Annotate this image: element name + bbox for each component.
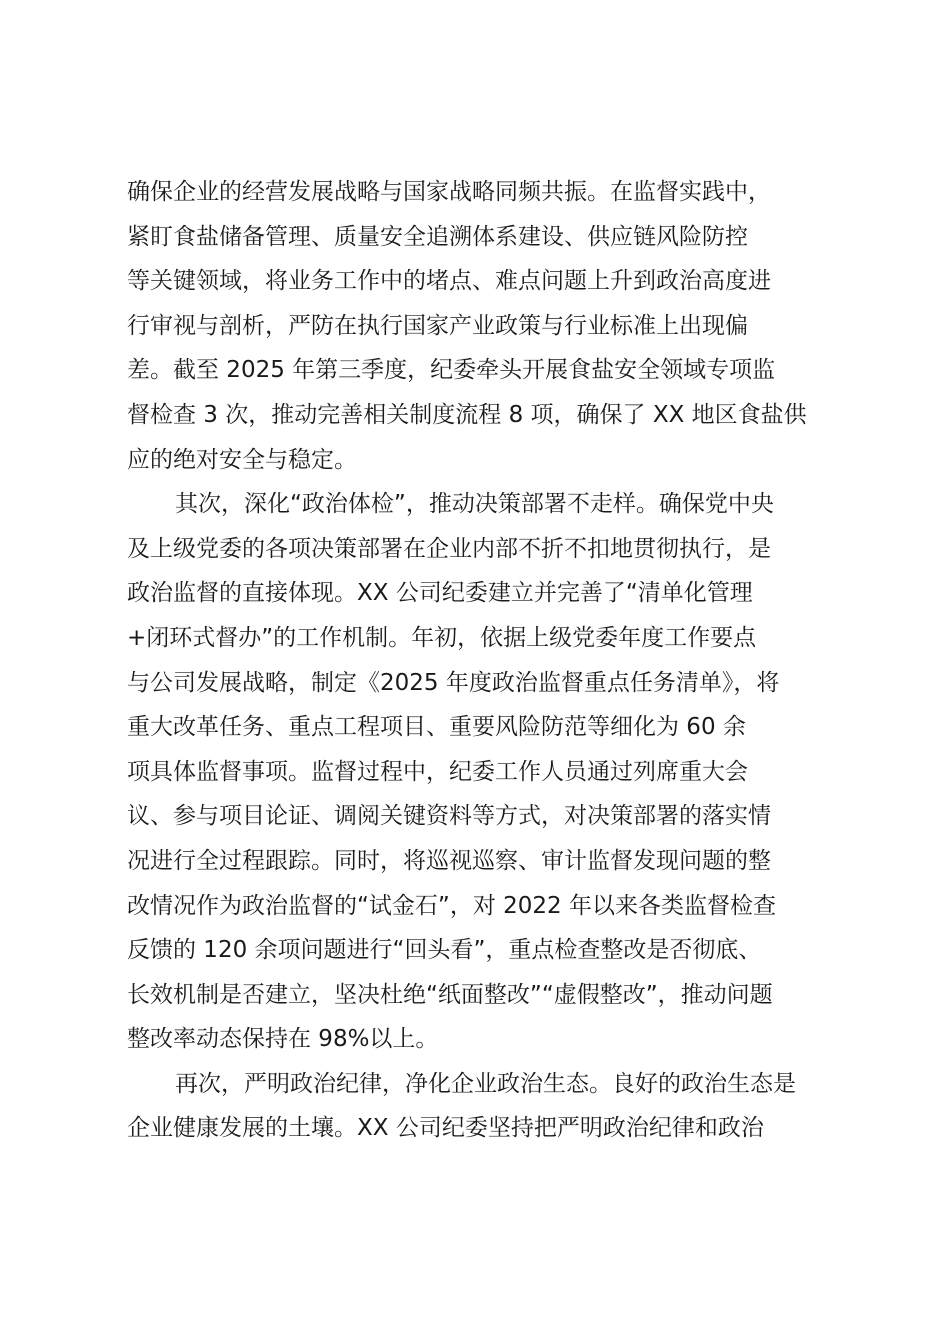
text-line: 改情况作为政治监督的“试金石”，对 2022 年以来各类监督检查 (127, 892, 776, 919)
text-line: 企业健康发展的土壤。XX 公司纪委坚持把严明政治纪律和政治 (127, 1115, 764, 1142)
text-line: 反馈的 120 余项问题进行“回头看”，重点检查整改是否彻底、 (127, 937, 762, 964)
document-body (127, 170, 833, 1151)
text-line: 整改率动态保持在 98%以上。 (127, 1026, 439, 1053)
text-line: 行审视与剖析，严防在执行国家产业政策与行业标准上出现偏 (127, 312, 748, 339)
text-line: 长效机制是否建立，坚决杜绝“纸面整改”“虚假整改”，推动问题 (127, 981, 773, 1008)
paragraph-1 (127, 170, 833, 482)
text-line: 督检查 3 次，推动完善相关制度流程 8 项，确保了 XX 地区食盐供 (127, 401, 807, 428)
text-line: 重大改革任务、重点工程项目、重要风险防范等细化为 60 余 (127, 714, 746, 741)
text-line: 确保企业的经营发展战略与国家战略同频共振。在监督实践中， (127, 179, 771, 205)
text-line: +闭环式督办”的工作机制。年初，依据上级党委年度工作要点 (127, 624, 757, 651)
text-line: 等关键领域，将业务工作中的堵点、难点问题上升到政治高度进 (127, 268, 771, 295)
text-line: 及上级党委的各项决策部署在企业内部不折不扣地贯彻执行，是 (127, 535, 771, 562)
text-line: 项具体监督事项。监督过程中，纪委工作人员通过列席重大会 (127, 758, 748, 785)
text-line: 再次，严明政治纪律，净化企业政治生态。良好的政治生态是 (175, 1070, 796, 1097)
text-line: 况进行全过程跟踪。同时，将巡视巡察、审计监督发现问题的整 (127, 847, 771, 874)
text-line: 与公司发展战略，制定《2025 年度政治监督重点任务清单》，将 (127, 669, 780, 696)
paragraph-2 (127, 482, 833, 1062)
text-line: 应的绝对安全与稳定。 (127, 446, 357, 473)
text-line: 差。截至 2025 年第三季度，纪委牵头开展食盐安全领域专项监 (127, 357, 776, 384)
paragraph-3 (127, 1062, 833, 1151)
text-line: 议、参与项目论证、调阅关键资料等方式，对决策部署的落实情 (127, 803, 771, 830)
text-line: 其次，深化“政治体检”，推动决策部署不走样。确保党中央 (175, 491, 774, 518)
text-line: 紧盯食盐储备管理、质量安全追溯体系建设、供应链风险防控 (127, 223, 748, 250)
text-line: 政治监督的直接体现。XX 公司纪委建立并完善了“清单化管理 (127, 580, 753, 607)
